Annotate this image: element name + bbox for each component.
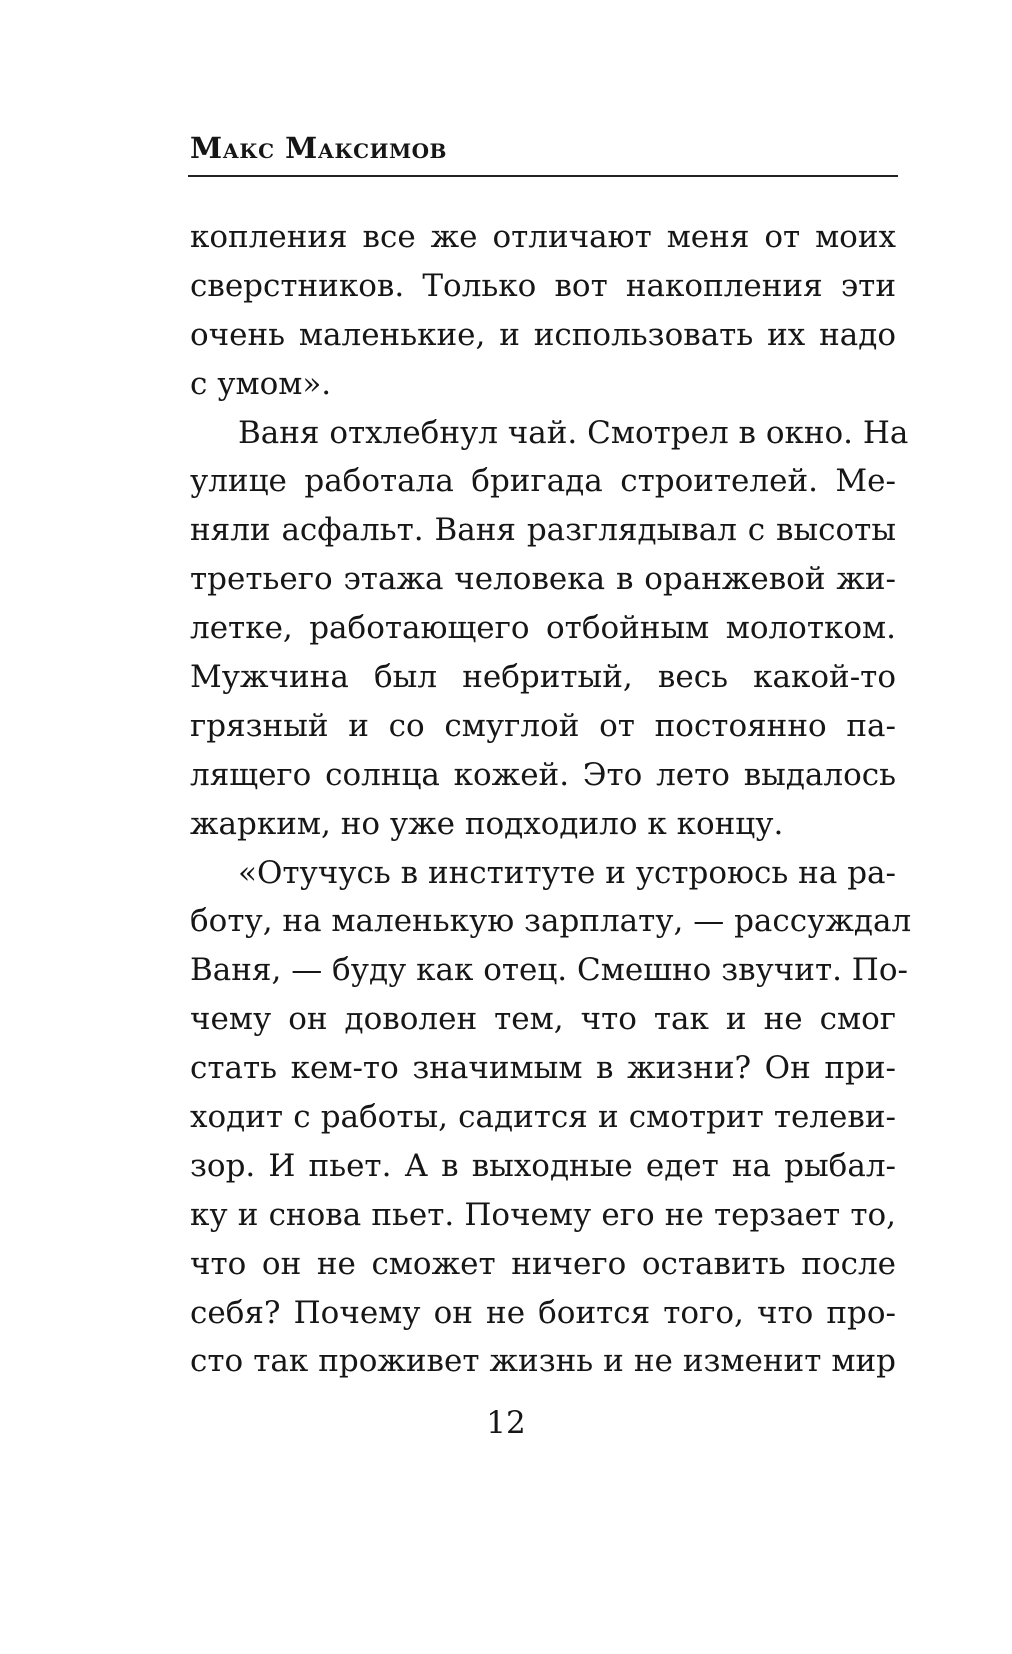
- text-line: няли асфальт. Ваня разглядывал с высоты: [190, 512, 896, 549]
- text-line: третьего этажа человека в оранжевой жи-: [190, 561, 896, 598]
- text-line: ку и снова пьет. Почему его не терзает то,: [190, 1196, 896, 1233]
- text-line: Мужчина был небритый, весь какой-то: [190, 659, 896, 696]
- text-line: грязный и со смуглой от постоянно па-: [190, 707, 896, 744]
- paragraph-3: [190, 849, 912, 1387]
- page-number: 12: [486, 1405, 526, 1441]
- text-line: с умом».: [190, 365, 332, 402]
- text-line: зор. И пьет. А в выходные едет на рыбал-: [190, 1147, 896, 1184]
- text-line: ходит с работы, садится и смотрит телеви-: [190, 1099, 896, 1136]
- text-line: копления все же отличают меня от моих: [190, 219, 896, 255]
- text-line: сто так проживет жизнь и не изменит мир: [190, 1343, 896, 1380]
- text-line: стать кем-то значимым в жизни? Он при-: [190, 1050, 896, 1087]
- body-text: [190, 213, 912, 1386]
- header-rule: [188, 175, 898, 177]
- paragraph-1: [190, 213, 896, 409]
- paragraph-2: [190, 409, 909, 849]
- text-line: Ваня отхлебнул чай. Смотрел в окно. На: [238, 414, 909, 451]
- text-line: что он не сможет ничего оставить после: [190, 1245, 896, 1282]
- text-line: чему он доволен тем, что так и не смог: [190, 1001, 896, 1038]
- text-line: жарким, но уже подходило к концу.: [190, 805, 784, 842]
- running-head-author: Макс Максимов: [190, 131, 447, 165]
- text-line: сверстников. Только вот накопления эти: [190, 267, 896, 304]
- text-line: лящего солнца кожей. Это лето выдалось: [190, 756, 896, 793]
- text-line: боту, на маленькую зарплату, — рассуждал: [190, 903, 912, 940]
- text-line: себя? Почему он не боится того, что про-: [190, 1294, 896, 1331]
- text-line: улице работала бригада строителей. Ме-: [190, 463, 896, 500]
- text-line: Ваня, — буду как отец. Смешно звучит. По-: [190, 952, 908, 989]
- text-line: очень маленькие, и использовать их надо: [190, 316, 896, 353]
- text-line: «Отучусь в институте и устроюсь на ра-: [238, 854, 896, 891]
- text-line: летке, работающего отбойным молотком.: [190, 610, 896, 647]
